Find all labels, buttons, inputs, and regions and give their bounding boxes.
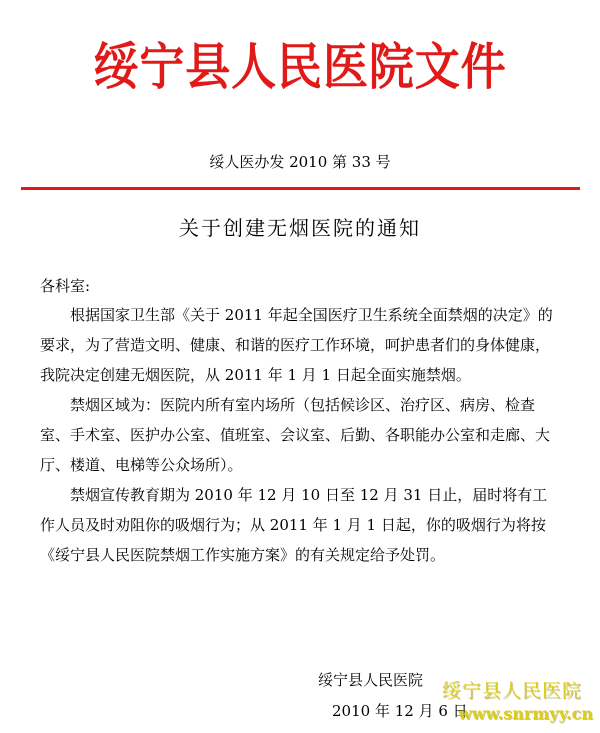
notice-body: [40, 300, 562, 570]
document-number: 绥人医办发 2010 第 33 号: [209, 153, 391, 171]
body-paragraph: 禁烟宣传教育期为 2010 年 12 月 10 日至 12 月 31 日止，届时将有工作人员及时劝阻你的吸烟行为；从 2011 年 1 月 1 日起，你的吸烟行为将按《绥宁县人民医院禁烟工作实施方案》的有关规定给予处罚。: [40, 486, 548, 564]
header-divider: [21, 187, 580, 190]
watermark: [440, 672, 600, 728]
document-header-title: 绥宁县人民医院文件: [93, 37, 507, 96]
salutation: 各科室:: [40, 277, 91, 295]
watermark-url: www.snrmyy.cn: [458, 704, 593, 723]
watermark-name: 绥宁县人民医院: [442, 680, 583, 702]
signature-organization: 绥宁县人民医院: [318, 671, 424, 689]
notice-title: 关于创建无烟医院的通知: [179, 216, 421, 240]
signature-date: 2010 年 12 月 6 日: [332, 702, 468, 720]
body-paragraph: 禁烟区域为：医院内所有室内场所（包括候诊区、治疗区、病房、检查室、手术室、医护办公室、值班室、会议室、后勤、各职能办公室和走廊、大厅、楼道、电梯等公众场所）。: [40, 396, 551, 474]
body-paragraph: 根据国家卫生部《关于 2011 年起全国医疗卫生系统全面禁烟的决定》的要求，为了营造文明、健康、和谐的医疗工作环境，呵护患者们的身体健康，我院决定创建无烟医院，从 2011 年 1 月 1 日起全面实施禁烟。: [40, 306, 553, 384]
